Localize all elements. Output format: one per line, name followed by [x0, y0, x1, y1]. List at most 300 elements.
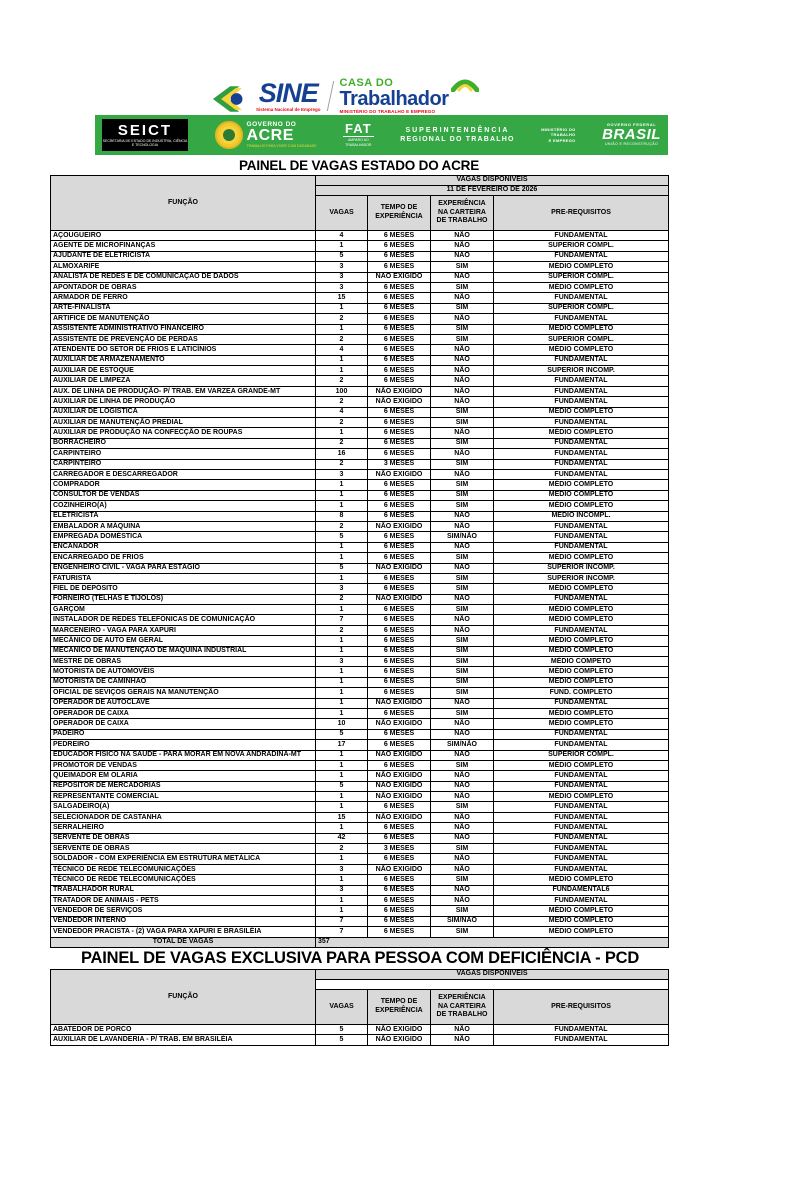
value-cell: NÃO EXIGIDO: [368, 272, 431, 282]
value-cell: NÃO: [431, 376, 494, 386]
pcd-table-body: [51, 1024, 669, 1045]
table-row: [51, 418, 669, 428]
value-cell: 3: [316, 262, 368, 272]
brasil-governo-federal-logo: [602, 123, 661, 147]
value-cell: 16: [316, 449, 368, 459]
value-cell: 6 MESES: [368, 854, 431, 864]
value-cell: NÃO EXIGIDO: [368, 521, 431, 531]
funcao-cell: CONSULTOR DE VENDAS: [51, 490, 316, 500]
value-cell: NÃO: [431, 231, 494, 241]
value-cell: 6 MESES: [368, 542, 431, 552]
value-cell: 6 MESES: [368, 573, 431, 583]
funcao-cell: TÉCNICO DE REDE TELECOMUNICAÇÕES: [51, 875, 316, 885]
value-cell: 6 MESES: [368, 605, 431, 615]
value-cell: 7: [316, 927, 368, 937]
value-cell: 5: [316, 251, 368, 261]
value-cell: NÃO: [431, 594, 494, 604]
value-cell: NÃO: [431, 1035, 494, 1045]
mte-line2: TRABALHO: [550, 132, 576, 138]
value-cell: FUNDAMENTAL: [494, 802, 669, 812]
value-cell: MÉDIO COMPLETO: [494, 501, 669, 511]
value-cell: 1: [316, 698, 368, 708]
value-cell: SIM: [431, 677, 494, 687]
table-row: [51, 573, 669, 583]
funcao-cell: AUXILIAR DE LINHA DE PRODUÇÃO: [51, 397, 316, 407]
value-cell: 6 MESES: [368, 885, 431, 895]
funcao-cell: ENCANADOR: [51, 542, 316, 552]
value-cell: MÉDIO COMPLETO: [494, 792, 669, 802]
logo-divider: [326, 81, 333, 111]
brasil-top: GOVERNO FEDERAL: [606, 122, 657, 128]
table-row: [51, 563, 669, 573]
value-cell: MÉDIO COMPLETO: [494, 646, 669, 656]
mte-line1: MINISTÉRIO DO: [541, 127, 576, 133]
value-cell: SUPERIOR COMPL.: [494, 303, 669, 313]
table-row: [51, 927, 669, 937]
value-cell: 3 MESES: [368, 459, 431, 469]
funcao-cell: SERVENTE DE OBRAS: [51, 844, 316, 854]
value-cell: FUNDAMENTAL: [494, 532, 669, 542]
value-cell: NÃO: [431, 563, 494, 573]
table-row: [51, 1024, 669, 1034]
value-cell: NÃO: [431, 823, 494, 833]
value-cell: FUNDAMENTAL: [494, 469, 669, 479]
value-cell: SUPERIOR INCOMP.: [494, 366, 669, 376]
value-cell: 5: [316, 781, 368, 791]
funcao-cell: TRATADOR DE ANIMAIS - PETS: [51, 896, 316, 906]
value-cell: MÉDIO COMPLETO: [494, 927, 669, 937]
value-cell: NÃO EXIGIDO: [368, 1024, 431, 1034]
government-banner: [95, 115, 668, 155]
table-row: [51, 875, 669, 885]
value-cell: 6 MESES: [368, 927, 431, 937]
funcao-cell: MOTORISTA DE CAMINHÃO: [51, 677, 316, 687]
funcao-cell: ANALISTA DE REDES E DE COMUNICAÇÃO DE DADOS: [51, 272, 316, 282]
funcao-cell: VENDEDOR DE SERVIÇOS: [51, 906, 316, 916]
value-cell: SIM: [431, 646, 494, 656]
funcao-cell: AUXILIAR DE LIMPEZA: [51, 376, 316, 386]
fat-subtitle-line2: TRABALHADOR: [345, 143, 372, 147]
value-cell: 4: [316, 231, 368, 241]
funcao-cell: APONTADOR DE OBRAS: [51, 282, 316, 292]
value-cell: NÃO EXIGIDO: [368, 1035, 431, 1045]
value-cell: NÃO: [431, 241, 494, 251]
funcao-cell: REPOSITOR DE MERCADORIAS: [51, 781, 316, 791]
column-header-funcao: FUNÇÃO: [51, 176, 316, 231]
value-cell: SUPERIOR COMPL.: [494, 241, 669, 251]
table-row: [51, 594, 669, 604]
value-cell: 1: [316, 355, 368, 365]
value-cell: 8: [316, 511, 368, 521]
value-cell: MÉDIO COMPLETO: [494, 407, 669, 417]
value-cell: SIM: [431, 802, 494, 812]
table-row: [51, 854, 669, 864]
value-cell: SIM: [431, 459, 494, 469]
funcao-cell: FATURISTA: [51, 573, 316, 583]
column-header-experiencia: EXPERIÊNCIA NA CARTEIRA DE TRABALHO: [431, 196, 494, 231]
value-cell: NÃO EXIGIDO: [368, 469, 431, 479]
value-cell: MÉDIO COMPLETO: [494, 324, 669, 334]
column-header-vagas: VAGAS: [316, 196, 368, 231]
value-cell: 1: [316, 646, 368, 656]
table-row: [51, 407, 669, 417]
pcd-column-header-experiencia: EXPERIÊNCIA NA CARTEIRA DE TRABALHO: [431, 989, 494, 1024]
funcao-cell: SOLDADOR - COM EXPERIÊNCIA EM ESTRUTURA METÁLICA: [51, 854, 316, 864]
funcao-cell: OPERADOR DE CAIXA: [51, 719, 316, 729]
value-cell: 6 MESES: [368, 584, 431, 594]
funcao-cell: MOTORISTA DE AUTOMOVÉIS: [51, 667, 316, 677]
funcao-cell: CARPINTEIRO: [51, 449, 316, 459]
value-cell: 1: [316, 875, 368, 885]
value-cell: 1: [316, 854, 368, 864]
value-cell: SIM: [431, 303, 494, 313]
table-row: [51, 241, 669, 251]
value-cell: FUNDAMENTAL: [494, 231, 669, 241]
value-cell: 5: [316, 532, 368, 542]
funcao-cell: AUX. DE LINHA DE PRODUÇÃO- P/ TRAB. EM VARZEA GRANDE-MT: [51, 386, 316, 396]
table-row: [51, 698, 669, 708]
value-cell: 6 MESES: [368, 688, 431, 698]
sine-logo: [212, 80, 321, 113]
funcao-cell: TRABALHADOR RURAL: [51, 885, 316, 895]
funcao-cell: AUXILIAR DE ARMAZENAMENTO: [51, 355, 316, 365]
value-cell: NÃO EXIGIDO: [368, 719, 431, 729]
value-cell: SIM: [431, 688, 494, 698]
value-cell: SIM: [431, 927, 494, 937]
value-cell: 6 MESES: [368, 553, 431, 563]
funcao-cell: ASSISTENTE DE PREVENÇÃO DE PERDAS: [51, 334, 316, 344]
table-row: [51, 740, 669, 750]
value-cell: NÃO: [431, 521, 494, 531]
funcao-cell: AUXILIAR DE MANUTENÇÃO PREDIAL: [51, 418, 316, 428]
table-row: [51, 916, 669, 926]
table-row: [51, 324, 669, 334]
value-cell: NÃO EXIGIDO: [368, 750, 431, 760]
value-cell: 4: [316, 345, 368, 355]
value-cell: 6 MESES: [368, 345, 431, 355]
value-cell: MÉDIO COMPLETO: [494, 262, 669, 272]
table-row: [51, 708, 669, 718]
value-cell: 6 MESES: [368, 760, 431, 770]
value-cell: FUNDAMENTAL: [494, 823, 669, 833]
value-cell: 6 MESES: [368, 823, 431, 833]
value-cell: NÃO: [431, 792, 494, 802]
value-cell: NÃO EXIGIDO: [368, 594, 431, 604]
brasil-subtitle: UNIÃO E RECONSTRUÇÃO: [604, 142, 659, 147]
value-cell: 6 MESES: [368, 303, 431, 313]
value-cell: 1: [316, 677, 368, 687]
pcd-column-header-prerequisitos: PRE-REQUISITOS: [494, 989, 669, 1024]
value-cell: 6 MESES: [368, 231, 431, 241]
value-cell: SIM: [431, 438, 494, 448]
value-cell: 1: [316, 480, 368, 490]
group-header-vagas-disponiveis: VAGAS DISPONÍVEIS: [316, 176, 669, 186]
table-row: [51, 459, 669, 469]
value-cell: 6 MESES: [368, 355, 431, 365]
value-cell: 2: [316, 376, 368, 386]
value-cell: 6 MESES: [368, 833, 431, 843]
table-row: [51, 469, 669, 479]
value-cell: 6 MESES: [368, 636, 431, 646]
value-cell: SIM: [431, 605, 494, 615]
funcao-cell: CARPINTEIRO: [51, 459, 316, 469]
value-cell: 6 MESES: [368, 511, 431, 521]
value-cell: 1: [316, 906, 368, 916]
funcao-cell: REPRESENTANTE COMERCIAL: [51, 792, 316, 802]
main-table-title: PAINEL DE VAGAS ESTADO DO ACRE: [238, 158, 480, 173]
value-cell: FUND. COMPLETO: [494, 688, 669, 698]
value-cell: 6 MESES: [368, 802, 431, 812]
value-cell: NÃO: [431, 251, 494, 261]
casa-subtitle: MINISTÉRIO DO TRABALHO E EMPREGO: [339, 109, 436, 115]
value-cell: SIM: [431, 334, 494, 344]
value-cell: 1: [316, 750, 368, 760]
acre-wordmark: ACRE: [246, 126, 294, 144]
funcao-cell: MECÂNICO DE AUTO EM GERAL: [51, 636, 316, 646]
table-row: [51, 355, 669, 365]
value-cell: NÃO EXIGIDO: [368, 698, 431, 708]
value-cell: FUNDAMENTAL: [494, 729, 669, 739]
value-cell: 6 MESES: [368, 677, 431, 687]
value-cell: 6 MESES: [368, 293, 431, 303]
value-cell: 3: [316, 584, 368, 594]
value-cell: 6 MESES: [368, 282, 431, 292]
value-cell: 2: [316, 418, 368, 428]
value-cell: FUNDAMENTAL: [494, 449, 669, 459]
value-cell: 6 MESES: [368, 334, 431, 344]
value-cell: SIM: [431, 501, 494, 511]
value-cell: MÉDIO COMPLETO: [494, 605, 669, 615]
value-cell: SUPERIOR COMPL.: [494, 272, 669, 282]
value-cell: MÉDIO COMPLETO: [494, 708, 669, 718]
pcd-vacancies-table: [50, 969, 669, 1046]
value-cell: 42: [316, 833, 368, 843]
value-cell: NÃO: [431, 625, 494, 635]
seict-logo: [102, 119, 188, 151]
table-row: [51, 646, 669, 656]
value-cell: SIM: [431, 584, 494, 594]
value-cell: MÉDIO INCOMPL.: [494, 511, 669, 521]
sine-subtitle: Sistema Nacional de Emprego: [256, 107, 321, 113]
main-table-body: [51, 231, 669, 938]
value-cell: FUNDAMENTAL: [494, 293, 669, 303]
table-row: [51, 397, 669, 407]
value-cell: 6 MESES: [368, 532, 431, 542]
table-row: [51, 750, 669, 760]
value-cell: NÃO: [431, 615, 494, 625]
value-cell: FUNDAMENTAL: [494, 251, 669, 261]
value-cell: 10: [316, 719, 368, 729]
table-row: [51, 449, 669, 459]
table-row: [51, 231, 669, 241]
value-cell: 1: [316, 636, 368, 646]
value-cell: SIM/NÃO: [431, 740, 494, 750]
value-cell: 6 MESES: [368, 740, 431, 750]
value-cell: NÃO: [431, 833, 494, 843]
table-row: [51, 293, 669, 303]
table-row: [51, 438, 669, 448]
funcao-cell: OPERADOR DE CAIXA: [51, 708, 316, 718]
pcd-column-header-tempo: TEMPO DE EXPERIÊNCIA: [368, 989, 431, 1024]
value-cell: 6 MESES: [368, 407, 431, 417]
value-cell: 3: [316, 469, 368, 479]
value-cell: 6 MESES: [368, 376, 431, 386]
funcao-cell: ABATEDOR DE PORCO: [51, 1024, 316, 1034]
funcao-cell: MECÂNICO DE MANUTENÇÃO DE MÁQUINA INDUSTRIAL: [51, 646, 316, 656]
funcao-cell: OFICIAL DE SEVIÇOS GERAIS NA MANUTENÇÃO: [51, 688, 316, 698]
value-cell: MÉDIO COMPLETO: [494, 584, 669, 594]
column-header-prerequisitos: PRE-REQUISITOS: [494, 196, 669, 231]
value-cell: 6 MESES: [368, 906, 431, 916]
value-cell: 6 MESES: [368, 324, 431, 334]
value-cell: MÉDIO COMPLETO: [494, 719, 669, 729]
table-row: [51, 625, 669, 635]
value-cell: 6 MESES: [368, 480, 431, 490]
value-cell: 2: [316, 844, 368, 854]
table-row: [51, 532, 669, 542]
funcao-cell: AUXILIAR DE ESTOQUE: [51, 366, 316, 376]
value-cell: FUNDAMENTAL: [494, 698, 669, 708]
funcao-cell: ENGENHEIRO CIVIL - VAGA PARA ESTÁGIO: [51, 563, 316, 573]
value-cell: 15: [316, 293, 368, 303]
table-row: [51, 906, 669, 916]
ministerio-trabalho-logo: [541, 127, 575, 143]
value-cell: FUNDAMENTAL: [494, 314, 669, 324]
funcao-cell: AGENTE DE MICROFINANÇAS: [51, 241, 316, 251]
table-row: [51, 636, 669, 646]
value-cell: SIM/NÃO: [431, 916, 494, 926]
funcao-cell: VENDEDOR INTERNO: [51, 916, 316, 926]
table-row: [51, 303, 669, 313]
value-cell: 6 MESES: [368, 241, 431, 251]
value-cell: FUNDAMENTAL: [494, 781, 669, 791]
value-cell: FUNDAMENTAL: [494, 376, 669, 386]
pcd-column-header-vagas: VAGAS: [316, 989, 368, 1024]
value-cell: 1: [316, 823, 368, 833]
value-cell: 6 MESES: [368, 667, 431, 677]
value-cell: NÃO: [431, 729, 494, 739]
value-cell: 2: [316, 334, 368, 344]
value-cell: 5: [316, 1024, 368, 1034]
table-row: [51, 282, 669, 292]
funcao-cell: VENDEDOR PRACISTA - (2) VAGA PARA XAPURI E BRASILÉIA: [51, 927, 316, 937]
value-cell: SIM: [431, 573, 494, 583]
acre-subtitle: TRABALHO PARA VIVER COM DIGNIDADE: [246, 143, 317, 148]
funcao-cell: MARCENEIRO - VAGA PARA XAPURI: [51, 625, 316, 635]
value-cell: 6 MESES: [368, 875, 431, 885]
value-cell: MÉDIO COMPLETO: [494, 906, 669, 916]
funcao-cell: SELECIONADOR DE CASTANHA: [51, 812, 316, 822]
value-cell: NÃO: [431, 1024, 494, 1034]
value-cell: FUNDAMENTAL: [494, 864, 669, 874]
value-cell: 1: [316, 241, 368, 251]
value-cell: SIM: [431, 708, 494, 718]
funcao-cell: AUXILIAR DE LAVANDERIA - P/ TRAB. EM BRASILÉIA: [51, 1035, 316, 1045]
value-cell: MÉDIO COMPLETO: [494, 480, 669, 490]
value-cell: 3: [316, 885, 368, 895]
fat-wordmark: FAT: [345, 121, 372, 137]
funcao-cell: MESTRE DE OBRAS: [51, 657, 316, 667]
value-cell: FUNDAMENTAL: [494, 844, 669, 854]
value-cell: 6 MESES: [368, 449, 431, 459]
value-cell: NÃO: [431, 366, 494, 376]
value-cell: 2: [316, 438, 368, 448]
value-cell: 3 MESES: [368, 844, 431, 854]
value-cell: NÃO: [431, 449, 494, 459]
value-cell: MÉDIO COMPLETO: [494, 615, 669, 625]
table-row: [51, 386, 669, 396]
table-row: [51, 251, 669, 261]
value-cell: 1: [316, 428, 368, 438]
value-cell: FUNDAMENTAL6: [494, 885, 669, 895]
value-cell: SIM: [431, 262, 494, 272]
table-row: [51, 885, 669, 895]
fat-subtitle-line1: AMPARO AO: [347, 138, 369, 143]
value-cell: 1: [316, 667, 368, 677]
value-cell: MÉDIO COMPLETO: [494, 345, 669, 355]
funcao-cell: ATENDENTE DO SETOR DE FRIOS E LATICÍNIOS: [51, 345, 316, 355]
acre-line1: GOVERNO DO: [246, 121, 297, 128]
table-row: [51, 615, 669, 625]
value-cell: 1: [316, 324, 368, 334]
value-cell: SIM: [431, 490, 494, 500]
value-cell: 3: [316, 657, 368, 667]
funcao-cell: ALMOXARIFE: [51, 262, 316, 272]
value-cell: 6 MESES: [368, 428, 431, 438]
table-row: [51, 262, 669, 272]
value-cell: 1: [316, 708, 368, 718]
table-row: [51, 584, 669, 594]
value-cell: NÃO: [431, 469, 494, 479]
value-cell: 1: [316, 490, 368, 500]
table-row: [51, 314, 669, 324]
value-cell: FUNDAMENTAL: [494, 438, 669, 448]
seict-subtitle: SECRETARIA DE ESTADO DE INDÚSTRIA, CIÊNCIA E TECNOLOGIA: [102, 138, 188, 147]
pcd-date-header: [316, 979, 669, 989]
funcao-cell: EDUCADOR FÍSICO NA SAÚDE - PARA MORAR EM NOVA ANDRADINA-MT: [51, 750, 316, 760]
value-cell: 2: [316, 625, 368, 635]
funcao-cell: EMBALADOR A MÁQUINA: [51, 521, 316, 531]
pcd-table-title: PAINEL DE VAGAS EXCLUSIVA PARA PESSOA COM DEFICIÊNCIA - PCD: [80, 948, 640, 967]
value-cell: SIM: [431, 553, 494, 563]
funcao-cell: CARREGADOR E DESCARREGADOR: [51, 469, 316, 479]
value-cell: MÉDIO COMPLETO: [494, 282, 669, 292]
sine-flag-icon: [212, 85, 252, 113]
funcao-cell: FORNEIRO (TELHAS E TIJOLOS): [51, 594, 316, 604]
value-cell: SIM: [431, 324, 494, 334]
funcao-cell: GARÇOM: [51, 605, 316, 615]
value-cell: SIM: [431, 418, 494, 428]
funcao-cell: TÉCNICO DE REDE TELECOMUNICAÇÕES: [51, 864, 316, 874]
value-cell: 1: [316, 573, 368, 583]
funcao-cell: AÇOUGUEIRO: [51, 231, 316, 241]
srt-line2: REGIONAL DO TRABALHO: [400, 136, 515, 143]
value-cell: FUNDAMENTAL: [494, 418, 669, 428]
value-cell: NÃO: [431, 896, 494, 906]
value-cell: NÃO: [431, 293, 494, 303]
table-row: [51, 864, 669, 874]
fat-subtitle: [345, 138, 371, 147]
value-cell: 6 MESES: [368, 418, 431, 428]
table-row: [51, 428, 669, 438]
value-cell: 1: [316, 542, 368, 552]
value-cell: 1: [316, 605, 368, 615]
funcao-cell: SERVENTE DE OBRAS: [51, 833, 316, 843]
value-cell: 6 MESES: [368, 729, 431, 739]
funcao-cell: AJUDANTE DE ELETRICISTA: [51, 251, 316, 261]
value-cell: NÃO: [431, 428, 494, 438]
value-cell: 2: [316, 521, 368, 531]
